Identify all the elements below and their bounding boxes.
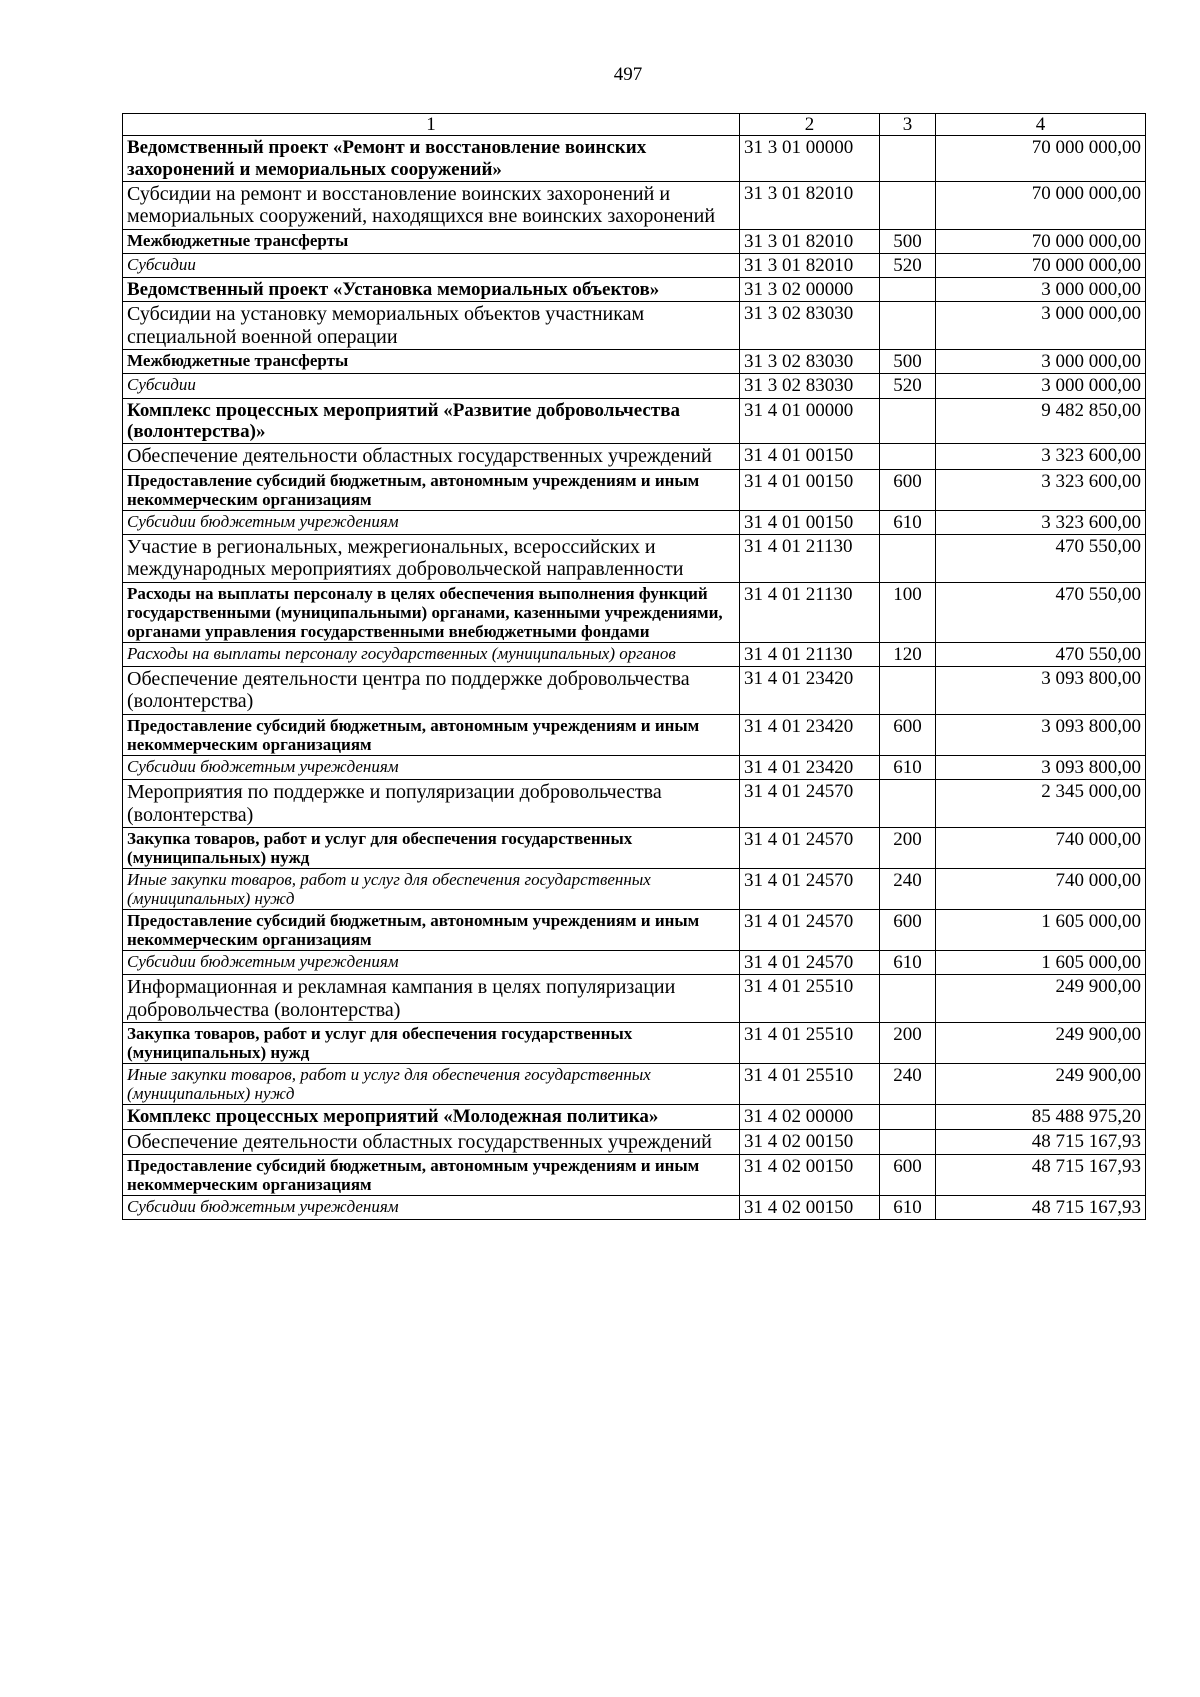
table-row (123, 302, 1146, 350)
row-name: Субсидии (123, 253, 740, 277)
row-kvr: 100 (880, 582, 936, 642)
row-name: Ведомственный проект «Ремонт и восстановление воинских захоронений и мемориальных сооружений» (123, 136, 740, 182)
row-kvr: 240 (880, 869, 936, 910)
row-amount: 470 550,00 (936, 642, 1146, 666)
table-row (123, 510, 1146, 534)
row-kvr (880, 1105, 936, 1129)
row-code: 31 4 01 24570 (740, 780, 880, 828)
row-code: 31 4 01 23420 (740, 714, 880, 755)
row-name: Субсидии бюджетным учреждениям (123, 755, 740, 779)
row-name: Предоставление субсидий бюджетным, автономным учреждениям и иным некоммерческим организациям (123, 714, 740, 755)
table-body (123, 136, 1146, 1220)
table-row (123, 534, 1146, 582)
row-name: Субсидии бюджетным учреждениям (123, 951, 740, 975)
row-amount: 249 900,00 (936, 1064, 1146, 1105)
row-amount: 3 093 800,00 (936, 714, 1146, 755)
row-kvr (880, 975, 936, 1023)
row-amount: 3 000 000,00 (936, 278, 1146, 302)
row-name: Субсидии бюджетным учреждениям (123, 510, 740, 534)
row-name: Субсидии (123, 374, 740, 398)
row-amount: 48 715 167,93 (936, 1196, 1146, 1220)
row-kvr: 610 (880, 951, 936, 975)
row-code: 31 4 02 00150 (740, 1196, 880, 1220)
column-header-1: 1 (123, 114, 740, 136)
row-kvr (880, 667, 936, 715)
row-amount: 3 000 000,00 (936, 302, 1146, 350)
row-code: 31 4 01 00000 (740, 398, 880, 444)
table-header-row (123, 114, 1146, 136)
row-name: Информационная и рекламная кампания в целях популяризации добровольчества (волонтерства) (123, 975, 740, 1023)
row-kvr: 500 (880, 350, 936, 374)
table-row (123, 714, 1146, 755)
row-code: 31 4 01 25510 (740, 975, 880, 1023)
row-kvr: 610 (880, 1196, 936, 1220)
row-kvr (880, 780, 936, 828)
row-kvr: 520 (880, 374, 936, 398)
row-kvr: 600 (880, 1154, 936, 1195)
table-row (123, 1023, 1146, 1064)
table-row (123, 755, 1146, 779)
row-code: 31 4 01 24570 (740, 869, 880, 910)
table-row (123, 374, 1146, 398)
page-number: 497 (613, 64, 643, 85)
row-amount: 70 000 000,00 (936, 253, 1146, 277)
table-row (123, 229, 1146, 253)
row-amount: 3 323 600,00 (936, 469, 1146, 510)
table-row (123, 469, 1146, 510)
row-name: Участие в региональных, межрегиональных, всероссийских и международных мероприятиях добровольческой направленности (123, 534, 740, 582)
row-name: Расходы на выплаты персоналу государственных (муниципальных) органов (123, 642, 740, 666)
row-code: 31 4 01 24570 (740, 827, 880, 868)
budget-table (122, 113, 1146, 1220)
table-row (123, 1064, 1146, 1105)
row-name: Ведомственный проект «Установка мемориальных объектов» (123, 278, 740, 302)
row-name: Иные закупки товаров, работ и услуг для обеспечения государственных (муниципальных) нужд (123, 1064, 740, 1105)
row-kvr (880, 302, 936, 350)
row-code: 31 4 02 00150 (740, 1129, 880, 1154)
row-kvr: 600 (880, 910, 936, 951)
row-amount: 3 093 800,00 (936, 755, 1146, 779)
table-row (123, 975, 1146, 1023)
row-amount: 740 000,00 (936, 869, 1146, 910)
table-row (123, 642, 1146, 666)
row-amount: 3 000 000,00 (936, 350, 1146, 374)
row-kvr (880, 181, 936, 229)
row-amount: 48 715 167,93 (936, 1129, 1146, 1154)
row-name: Предоставление субсидий бюджетным, автономным учреждениям и иным некоммерческим организациям (123, 469, 740, 510)
row-kvr: 200 (880, 1023, 936, 1064)
row-kvr: 200 (880, 827, 936, 868)
row-code: 31 3 02 83030 (740, 374, 880, 398)
row-code: 31 3 01 82010 (740, 181, 880, 229)
row-code: 31 4 01 25510 (740, 1064, 880, 1105)
row-name: Закупка товаров, работ и услуг для обеспечения государственных (муниципальных) нужд (123, 1023, 740, 1064)
table-row (123, 827, 1146, 868)
row-amount: 470 550,00 (936, 534, 1146, 582)
row-kvr: 610 (880, 755, 936, 779)
row-code: 31 4 01 24570 (740, 910, 880, 951)
row-code: 31 4 01 00150 (740, 444, 880, 469)
row-kvr: 500 (880, 229, 936, 253)
row-name: Субсидии бюджетным учреждениям (123, 1196, 740, 1220)
row-amount: 740 000,00 (936, 827, 1146, 868)
table-row (123, 253, 1146, 277)
row-kvr: 600 (880, 714, 936, 755)
table-row (123, 136, 1146, 182)
row-amount: 85 488 975,20 (936, 1105, 1146, 1129)
row-code: 31 4 01 21130 (740, 534, 880, 582)
table-row (123, 667, 1146, 715)
row-code: 31 4 01 00150 (740, 510, 880, 534)
row-name: Межбюджетные трансферты (123, 229, 740, 253)
row-code: 31 4 02 00000 (740, 1105, 880, 1129)
row-name: Мероприятия по поддержке и популяризации добровольчества (волонтерства) (123, 780, 740, 828)
row-name: Обеспечение деятельности областных государственных учреждений (123, 444, 740, 469)
row-name: Обеспечение деятельности центра по поддержке добровольчества (волонтерства) (123, 667, 740, 715)
table-row (123, 350, 1146, 374)
row-name: Межбюджетные трансферты (123, 350, 740, 374)
row-kvr: 520 (880, 253, 936, 277)
row-amount: 3 323 600,00 (936, 444, 1146, 469)
row-kvr (880, 278, 936, 302)
table-row (123, 1154, 1146, 1195)
row-kvr (880, 398, 936, 444)
row-name: Предоставление субсидий бюджетным, автономным учреждениям и иным некоммерческим организациям (123, 1154, 740, 1195)
row-code: 31 3 01 82010 (740, 229, 880, 253)
table-row (123, 1105, 1146, 1129)
row-code: 31 4 02 00150 (740, 1154, 880, 1195)
row-kvr: 120 (880, 642, 936, 666)
row-amount: 9 482 850,00 (936, 398, 1146, 444)
row-code: 31 4 01 23420 (740, 755, 880, 779)
row-amount: 3 093 800,00 (936, 667, 1146, 715)
row-amount: 3 000 000,00 (936, 374, 1146, 398)
row-code: 31 4 01 23420 (740, 667, 880, 715)
row-amount: 1 605 000,00 (936, 910, 1146, 951)
table-row (123, 1129, 1146, 1154)
row-code: 31 3 01 82010 (740, 253, 880, 277)
row-name: Субсидии на установку мемориальных объектов участникам специальной военной операции (123, 302, 740, 350)
row-code: 31 3 02 83030 (740, 350, 880, 374)
table-row (123, 181, 1146, 229)
row-name: Предоставление субсидий бюджетным, автономным учреждениям и иным некоммерческим организациям (123, 910, 740, 951)
table-row (123, 398, 1146, 444)
row-amount: 3 323 600,00 (936, 510, 1146, 534)
table-row (123, 951, 1146, 975)
row-name: Комплекс процессных мероприятий «Развитие добровольчества (волонтерства)» (123, 398, 740, 444)
row-name: Комплекс процессных мероприятий «Молодежная политика» (123, 1105, 740, 1129)
row-code: 31 4 01 25510 (740, 1023, 880, 1064)
table-row (123, 1196, 1146, 1220)
row-amount: 48 715 167,93 (936, 1154, 1146, 1195)
row-code: 31 4 01 21130 (740, 582, 880, 642)
row-amount: 70 000 000,00 (936, 136, 1146, 182)
row-kvr: 240 (880, 1064, 936, 1105)
row-code: 31 4 01 00150 (740, 469, 880, 510)
row-name: Субсидии на ремонт и восстановление воинских захоронений и мемориальных сооружений, находящихся вне воинских захоронений (123, 181, 740, 229)
row-amount: 249 900,00 (936, 975, 1146, 1023)
row-amount: 70 000 000,00 (936, 181, 1146, 229)
row-name: Иные закупки товаров, работ и услуг для обеспечения государственных (муниципальных) нужд (123, 869, 740, 910)
row-kvr: 610 (880, 510, 936, 534)
row-code: 31 4 01 24570 (740, 951, 880, 975)
row-code: 31 4 01 21130 (740, 642, 880, 666)
table-row (123, 278, 1146, 302)
column-header-3: 3 (880, 114, 936, 136)
row-kvr (880, 1129, 936, 1154)
row-kvr (880, 534, 936, 582)
row-code: 31 3 01 00000 (740, 136, 880, 182)
table-row (123, 869, 1146, 910)
row-amount: 2 345 000,00 (936, 780, 1146, 828)
table-row (123, 780, 1146, 828)
table-row (123, 444, 1146, 469)
table-row (123, 910, 1146, 951)
row-name: Расходы на выплаты персоналу в целях обеспечения выполнения функций государственными (муниципальными) органами, казенными учреждениями, органами управления государственными внебюджетными фондами (123, 582, 740, 642)
row-name: Закупка товаров, работ и услуг для обеспечения государственных (муниципальных) нужд (123, 827, 740, 868)
row-amount: 470 550,00 (936, 582, 1146, 642)
row-amount: 70 000 000,00 (936, 229, 1146, 253)
row-code: 31 3 02 00000 (740, 278, 880, 302)
row-kvr (880, 136, 936, 182)
column-header-2: 2 (740, 114, 880, 136)
row-amount: 249 900,00 (936, 1023, 1146, 1064)
row-code: 31 3 02 83030 (740, 302, 880, 350)
row-kvr: 600 (880, 469, 936, 510)
table-row (123, 582, 1146, 642)
row-name: Обеспечение деятельности областных государственных учреждений (123, 1129, 740, 1154)
row-amount: 1 605 000,00 (936, 951, 1146, 975)
column-header-4: 4 (936, 114, 1146, 136)
row-kvr (880, 444, 936, 469)
